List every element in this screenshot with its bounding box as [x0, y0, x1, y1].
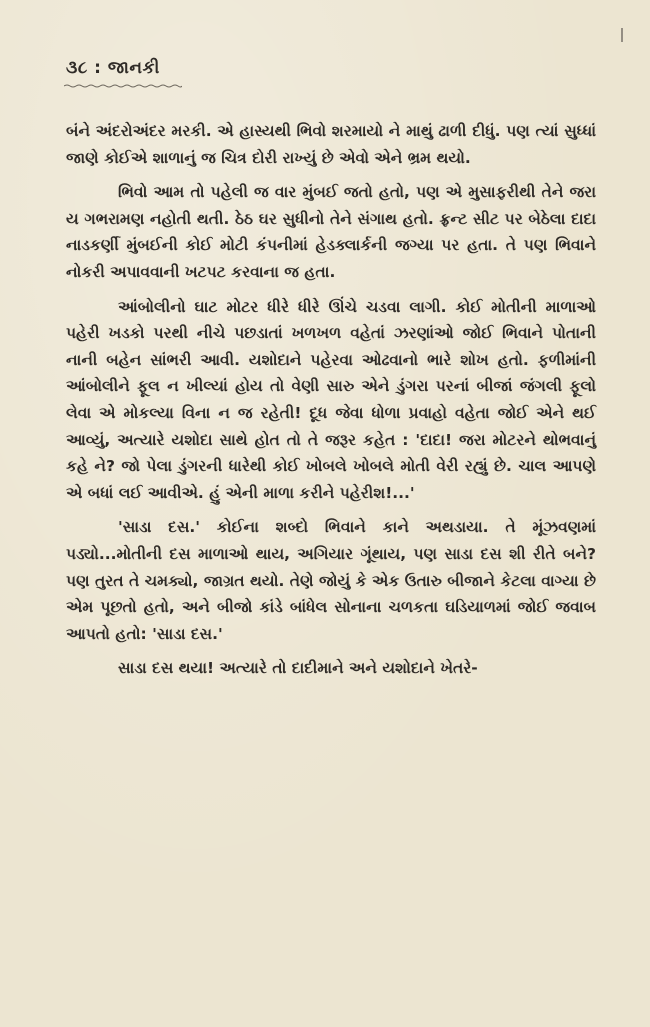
header-ornament-rule — [64, 84, 182, 88]
page-number: ૩૮ — [66, 58, 88, 78]
binding-mark — [621, 28, 623, 42]
paragraph-1: બંને અંદરોઅંદર મરકી. એ હાસ્યથી ભિવો શરમાયો ને માથું ઢાળી દીધું. પણ ત્યાં સુધ્ધાં જાણે કોઈએ શાળાનું જ ચિત્ર દોરી રાખ્યું છે એવો એને ભ્રમ થયો. — [66, 122, 596, 167]
page-body — [66, 118, 596, 682]
paragraph-4: 'સાડા દસ.' કોઈના શબ્દો ભિવાને કાને અથડાયા. તે મૂંઝવણમાં પડ્યો...મોતીની દસ માળાઓ થાય, અગિયાર ગૂંથાય, પણ સાડા દસ શી રીતે બને? પણ તુરત તે ચમક્યો, જાગ્રત થયો. તેણે જોયું કે એક ઉતારુ બીજાને કેટલા વાગ્યા છે એમ પૂછતો હતો, અને બીજો કાંડે બાંધેલ સોનાના ચળકતા ઘડિયાળમાં જોઈ જવાબ આપતો હતો: 'સાડા દસ.' — [66, 518, 596, 643]
paragraph-2: ભિવો આમ તો પહેલી જ વાર મુંબઈ જતો હતો, પણ એ મુસાફરીથી તેને જરા ય ગભરામણ નહોતી થતી. ઠેઠ ઘર સુધીનો તેને સંગાથ હતો. ફ્રન્ટ સીટ પર બેઠેલા દાદા નાડકર્ણી મુંબઈની કોઈ મોટી કંપનીમાં હેડક્લાર્કની જગ્યા પર હતા. તે પણ ભિવાને નોકરી અપાવવાની ખટપટ કરવાના જ હતા. — [66, 183, 596, 281]
paragraph-5: સાડા દસ થયા! અત્યારે તો દાદીમાને અને યશોદાને ખેતરે- — [118, 659, 478, 678]
running-header — [66, 58, 160, 78]
book-title: જાનકી — [107, 58, 160, 78]
header-separator: : — [94, 58, 102, 78]
paragraph-3: આંબોલીનો ઘાટ મોટર ધીરે ધીરે ઊંચે ચડવા લાગી. કોઈ મોતીની માળાઓ પહેરી ખડકો પરથી નીચે પછડાતાં ખળખળ વહેતાં ઝરણાંઓ જોઈ ભિવાને પોતાની નાની બહેન સાંભરી આવી. યશોદાને પહેરવા ઓઢવાનો ભારે શોખ હતો. ફળીમાંની આંબોલીને ફૂલ ન ખીલ્યાં હોય તો વેણી સારુ એને ડુંગરા પરનાં બીજાં જંગલી ફૂલો લેવા એ મોકલ્યા વિના ન જ રહેતી! દૂધ જેવા ધોળા પ્રવાહો વહેતા જોઈ એને થઈ આવ્યું, અત્યારે યશોદા સાથે હોત તો તે જરૂર કહેત : 'દાદા! જરા મોટરને થોભવાનું કહે ને? જો પેલા ડુંગરની ધારેથી કોઈ ખોબલે ખોબલે મોતી વેરી રહ્યું છે. ચાલ આપણે એ બધાં લઈ આવીએ. હું એની માળા કરીને પહેરીશ!...' — [66, 297, 596, 502]
